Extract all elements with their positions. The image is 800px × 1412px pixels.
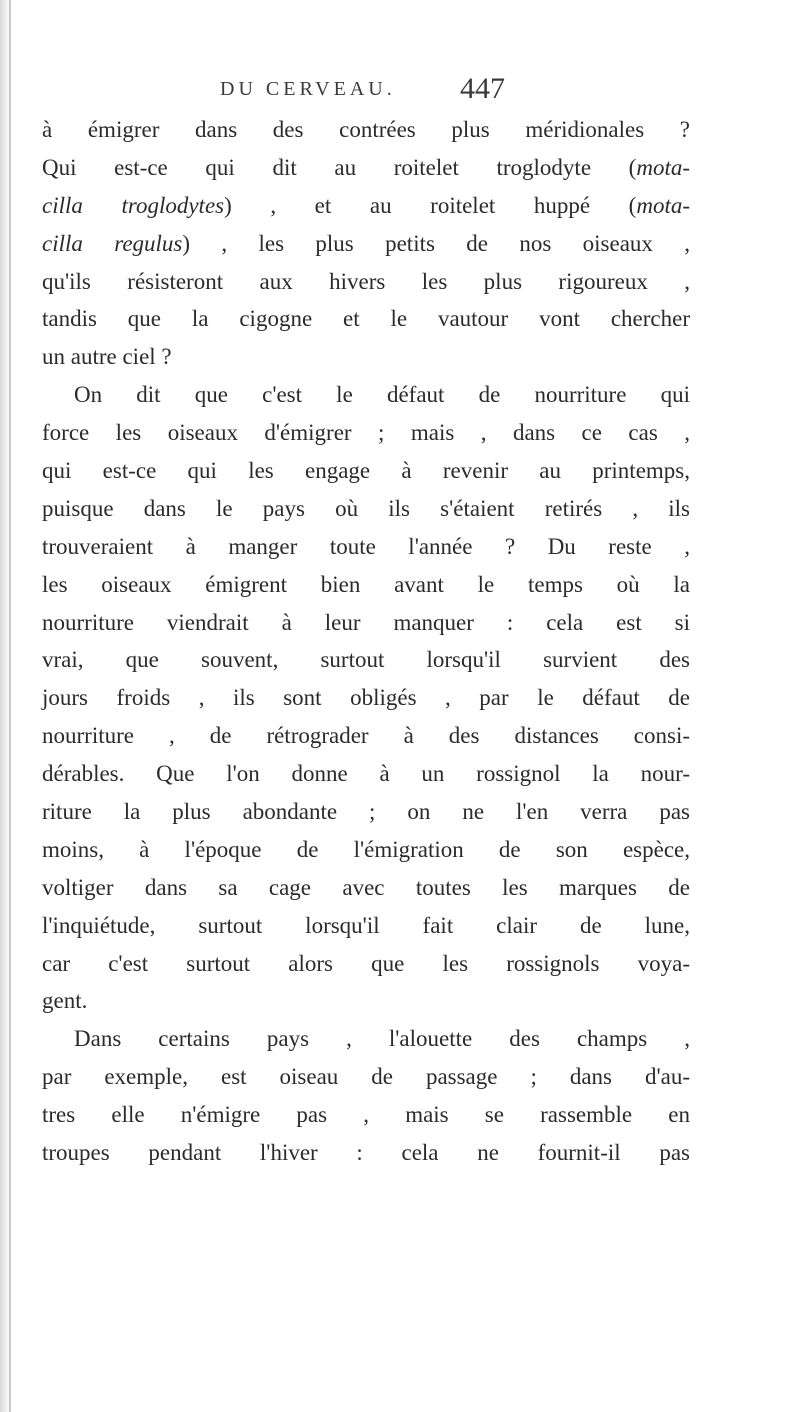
text-line: troupes pendant l'hiver : cela ne fournit-il pas xyxy=(42,1140,690,1166)
text-line: tandis que la cigogne et le vautour vont chercher xyxy=(42,306,690,332)
text-line: puisque dans le pays où ils s'étaient retirés , ils xyxy=(42,495,690,521)
text-line: nourriture viendrait à leur manquer : cela est si xyxy=(42,609,690,635)
text-line: vrai, que souvent, surtout lorsqu'il survient des xyxy=(42,647,690,673)
text-line: un autre ciel ? xyxy=(42,344,172,370)
text-line: voltiger dans sa cage avec toutes les marques de xyxy=(42,874,690,900)
text-line: gent. xyxy=(42,988,88,1014)
body-text xyxy=(42,111,690,1172)
text-line: qui est-ce qui les engage à revenir au printemps, xyxy=(42,458,690,484)
text-line: cilla regulus) , les plus petits de nos oiseaux , xyxy=(42,230,691,256)
text-line: trouveraient à manger toute l'année ? Du reste , xyxy=(42,533,690,559)
binding-shadow xyxy=(9,0,11,1412)
text-line: dérables. Que l'on donne à un rossignol la nour- xyxy=(42,761,690,787)
text-line: par exemple, est oiseau de passage ; dans d'au- xyxy=(42,1064,690,1090)
running-head xyxy=(220,72,620,112)
text-line: l'inquiétude, surtout lorsqu'il fait clair de lune, xyxy=(42,912,690,938)
paragraph-start: On dit que c'est le défaut de nourriture qui xyxy=(74,382,690,408)
text-line: Qui est-ce qui dit au roitelet troglodyte (mota- xyxy=(42,154,690,180)
text-line: moins, à l'époque de l'émigration de son espèce, xyxy=(42,836,690,862)
text-line: cilla troglodytes) , et au roitelet huppé (mota- xyxy=(42,192,690,218)
text-line: car c'est surtout alors que les rossignols voya- xyxy=(42,950,690,976)
text-line: riture la plus abondante ; on ne l'en verra pas xyxy=(42,799,690,825)
text-line: jours froids , ils sont obligés , par le défaut de xyxy=(42,685,690,711)
running-title: DU CERVEAU. xyxy=(220,78,396,100)
page-number: 447 xyxy=(460,72,505,105)
text-line: qu'ils résisteront aux hivers les plus rigoureux , xyxy=(42,268,690,294)
text-line: force les oiseaux d'émigrer ; mais , dans ce cas , xyxy=(42,420,690,446)
paragraph-start: Dans certains pays , l'alouette des champs , xyxy=(74,1026,690,1052)
text-line: nourriture , de rétrograder à des distances consi- xyxy=(42,723,690,749)
text-line: à émigrer dans des contrées plus méridionales ? xyxy=(42,117,690,142)
text-line: les oiseaux émigrent bien avant le temps où la xyxy=(42,571,690,597)
text-line: tres elle n'émigre pas , mais se rassemble en xyxy=(42,1102,690,1128)
